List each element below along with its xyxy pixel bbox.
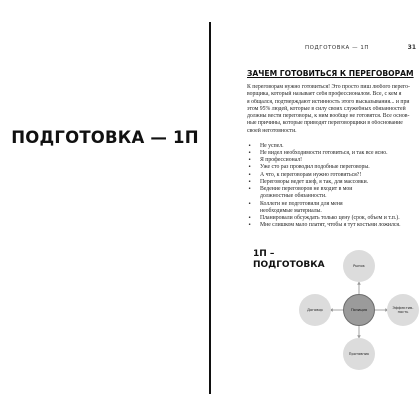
preparation-diagram (287, 250, 419, 400)
right-page (211, 0, 420, 420)
intro-line: К переговорам нужно готовиться! Это просто пиш любого перего- (247, 84, 410, 90)
list-item: • Переговоры ведет шеф, я так, для массовки. (247, 179, 419, 186)
list-item: • Не успел. (247, 143, 419, 150)
node-position: Позиция (343, 294, 375, 326)
list-item: • Я профессионал! (247, 157, 419, 164)
page-number: 31 (407, 44, 416, 51)
diagram-title: 1П – ПОДГОТОВКА (253, 249, 325, 270)
list-item: • Планировали обсуждать только цену (срок, объем и т.п.). (247, 215, 419, 222)
list-item: • Не видел необходимости готовиться, и так все ясно. (247, 150, 419, 157)
intro-line: должны вести переговоры, к ним вообще не готовятся. Все основ- (247, 113, 410, 119)
section-heading: ЗАЧЕМ ГОТОВИТЬСЯ К ПЕРЕГОВОРАМ (247, 69, 414, 78)
list-item: • Мне слишком мало платят, чтобы я тут костьми ложился. (247, 222, 419, 229)
node-market: Рынок (343, 250, 375, 282)
node-effectiveness: Эффектив- ность (387, 294, 419, 326)
chapter-title: ПОДГОТОВКА — 1П (11, 128, 199, 147)
intro-line: ные причины, которые приводят переговорщики в обоснование (247, 120, 403, 127)
list-item: • Коллеги не подготовили для меня необходимые материалы. (247, 201, 419, 216)
intro-line: я общался, подтверждают истинность этого высказывания... и при (247, 98, 410, 105)
list-item: • Уже сто раз проводил подобные переговоры. (247, 164, 419, 171)
list-item: • А что, к переговорам нужно готовиться?! (247, 172, 419, 179)
node-contract: Договор (299, 294, 331, 326)
running-head: ПОДГОТОВКА — 1П (305, 45, 370, 51)
node-opponent: Протявник (343, 338, 375, 370)
intro-line: этом 95% людей, которые в силу своих служебных обязанностей (247, 105, 406, 112)
reasons-list (247, 143, 419, 230)
intro-paragraph (247, 84, 419, 135)
list-item: • Ведение переговоров не входит в мои должностные обязанности. (247, 186, 419, 201)
intro-line: своей неготовности. (247, 127, 297, 134)
intro-line: ворщика, который называет себя профессионалом. Все, с кем я (247, 91, 402, 98)
